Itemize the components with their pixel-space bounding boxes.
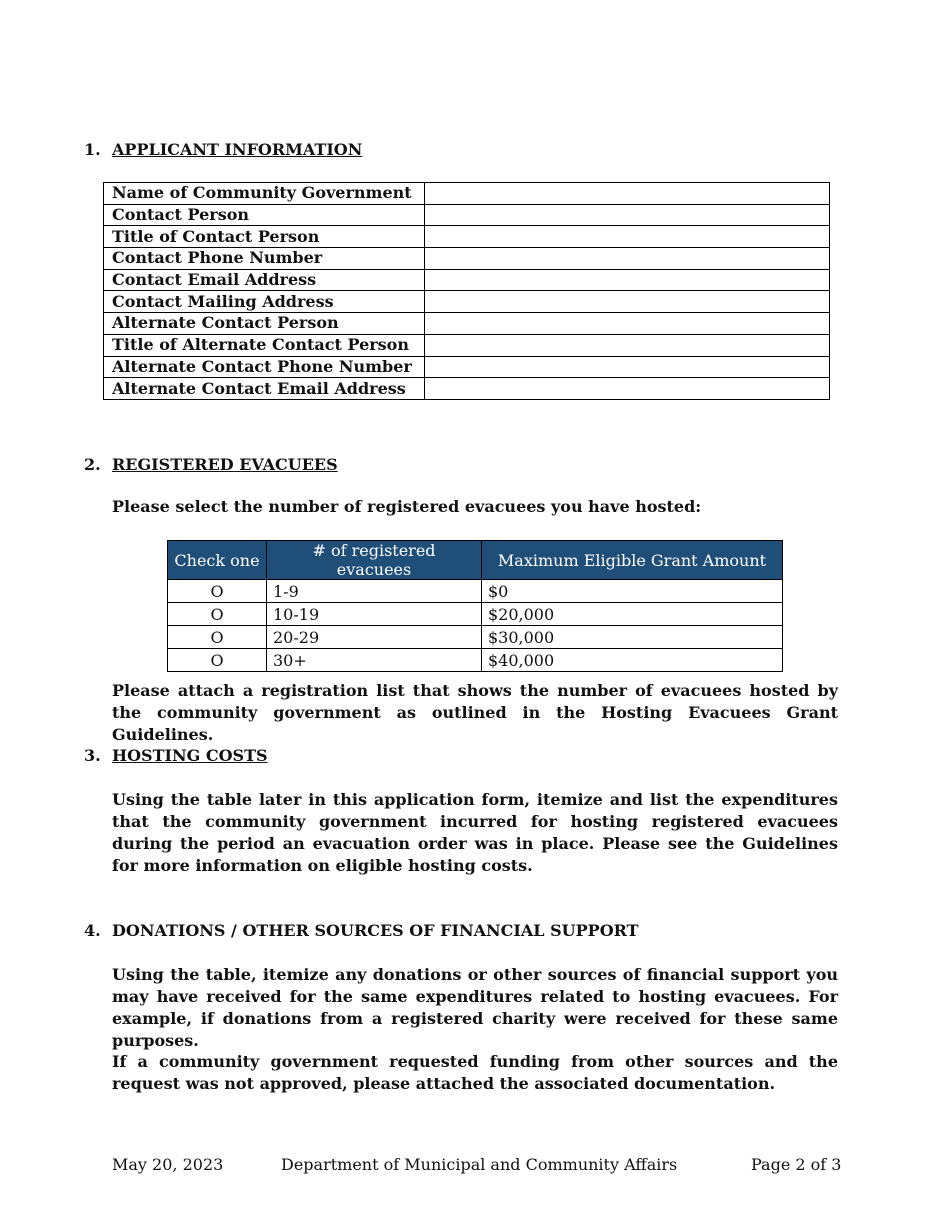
evacuees-table-row	[168, 580, 783, 603]
applicant-info-row	[104, 291, 830, 313]
applicant-info-row	[104, 356, 830, 378]
applicant-info-label: Alternate Contact Email Address	[104, 378, 425, 400]
applicant-info-value-field[interactable]	[425, 248, 830, 270]
evacuees-table-row	[168, 626, 783, 649]
applicant-info-row	[104, 334, 830, 356]
registration-note: Please attach a registration list that shows the number of evacuees hosted by the community government as outlined in the Hosting Evacuees Grant Guidelines.	[112, 681, 838, 744]
applicant-info-label: Contact Person	[104, 204, 425, 226]
applicant-info-row	[104, 183, 830, 205]
applicant-info-row	[104, 378, 830, 400]
footer-department: Department of Municipal and Community Affairs	[281, 1155, 678, 1174]
check-option[interactable]: O	[168, 649, 267, 672]
section-4-title: DONATIONS / OTHER SOURCES OF FINANCIAL SUPPORT	[112, 921, 639, 940]
applicant-info-label: Contact Mailing Address	[104, 291, 425, 313]
check-option[interactable]: O	[168, 626, 267, 649]
applicant-info-label: Name of Community Government	[104, 183, 425, 205]
check-option[interactable]: O	[168, 580, 267, 603]
evacuee-range: 20-29	[267, 626, 482, 649]
applicant-info-row	[104, 313, 830, 335]
applicant-info-value-field[interactable]	[425, 226, 830, 248]
evacuees-table-row	[168, 603, 783, 626]
footer-date: May 20, 2023	[112, 1155, 224, 1174]
section-1-number: 1.	[84, 140, 101, 159]
applicant-info-row	[104, 204, 830, 226]
evacuee-range: 10-19	[267, 603, 482, 626]
applicant-info-value-field[interactable]	[425, 204, 830, 226]
applicant-info-row	[104, 226, 830, 248]
check-option[interactable]: O	[168, 603, 267, 626]
applicant-info-value-field[interactable]	[425, 378, 830, 400]
hosting-costs-body: Using the table later in this application form, itemize and list the expenditures that the community government incurred for hosting registered evacuees during the period an evacuation order was in place. Please see the Guidelines for more information on eligible hosting costs.	[112, 790, 838, 875]
section-3-title: HOSTING COSTS	[112, 746, 268, 765]
applicant-info-label: Alternate Contact Phone Number	[104, 356, 425, 378]
applicant-info-value-field[interactable]	[425, 183, 830, 205]
grant-amount: $0	[482, 580, 783, 603]
applicant-info-value-field[interactable]	[425, 334, 830, 356]
applicant-info-label: Contact Phone Number	[104, 248, 425, 270]
section-2-number: 2.	[84, 455, 101, 474]
applicant-info-label: Title of Contact Person	[104, 226, 425, 248]
applicant-info-table	[103, 182, 830, 400]
evacuee-range: 1-9	[267, 580, 482, 603]
applicant-info-label: Alternate Contact Person	[104, 313, 425, 335]
applicant-info-value-field[interactable]	[425, 291, 830, 313]
col-header-count: # of registered evacuees	[267, 541, 482, 580]
evacuee-range: 30+	[267, 649, 482, 672]
evacuees-prompt: Please select the number of registered evacuees you have hosted:	[112, 497, 702, 516]
grant-amount: $40,000	[482, 649, 783, 672]
applicant-info-value-field[interactable]	[425, 269, 830, 291]
applicant-info-value-field[interactable]	[425, 356, 830, 378]
section-1-title: APPLICANT INFORMATION	[112, 140, 363, 159]
col-header-check: Check one	[168, 541, 267, 580]
applicant-info-row	[104, 269, 830, 291]
applicant-info-value-field[interactable]	[425, 313, 830, 335]
evacuees-table-row	[168, 649, 783, 672]
evacuees-table	[167, 540, 783, 672]
grant-amount: $30,000	[482, 626, 783, 649]
applicant-info-label: Title of Alternate Contact Person	[104, 334, 425, 356]
footer-page-number: Page 2 of 3	[751, 1155, 842, 1174]
section-4-number: 4.	[84, 921, 101, 940]
col-header-amount: Maximum Eligible Grant Amount	[482, 541, 783, 580]
donations-body: Using the table, itemize any donations or other sources of financial support you may have received for the same expenditures related to hosting evacuees. For example, if donations from a registered charity were received for these same purposes.	[112, 965, 838, 1050]
other-sources-body: If a community government requested funding from other sources and the request was not approved, please attached the associated documentation.	[112, 1052, 838, 1093]
section-2-title: REGISTERED EVACUEES	[112, 455, 338, 474]
applicant-info-label: Contact Email Address	[104, 269, 425, 291]
applicant-info-row	[104, 248, 830, 270]
section-3-number: 3.	[84, 746, 101, 765]
grant-amount: $20,000	[482, 603, 783, 626]
